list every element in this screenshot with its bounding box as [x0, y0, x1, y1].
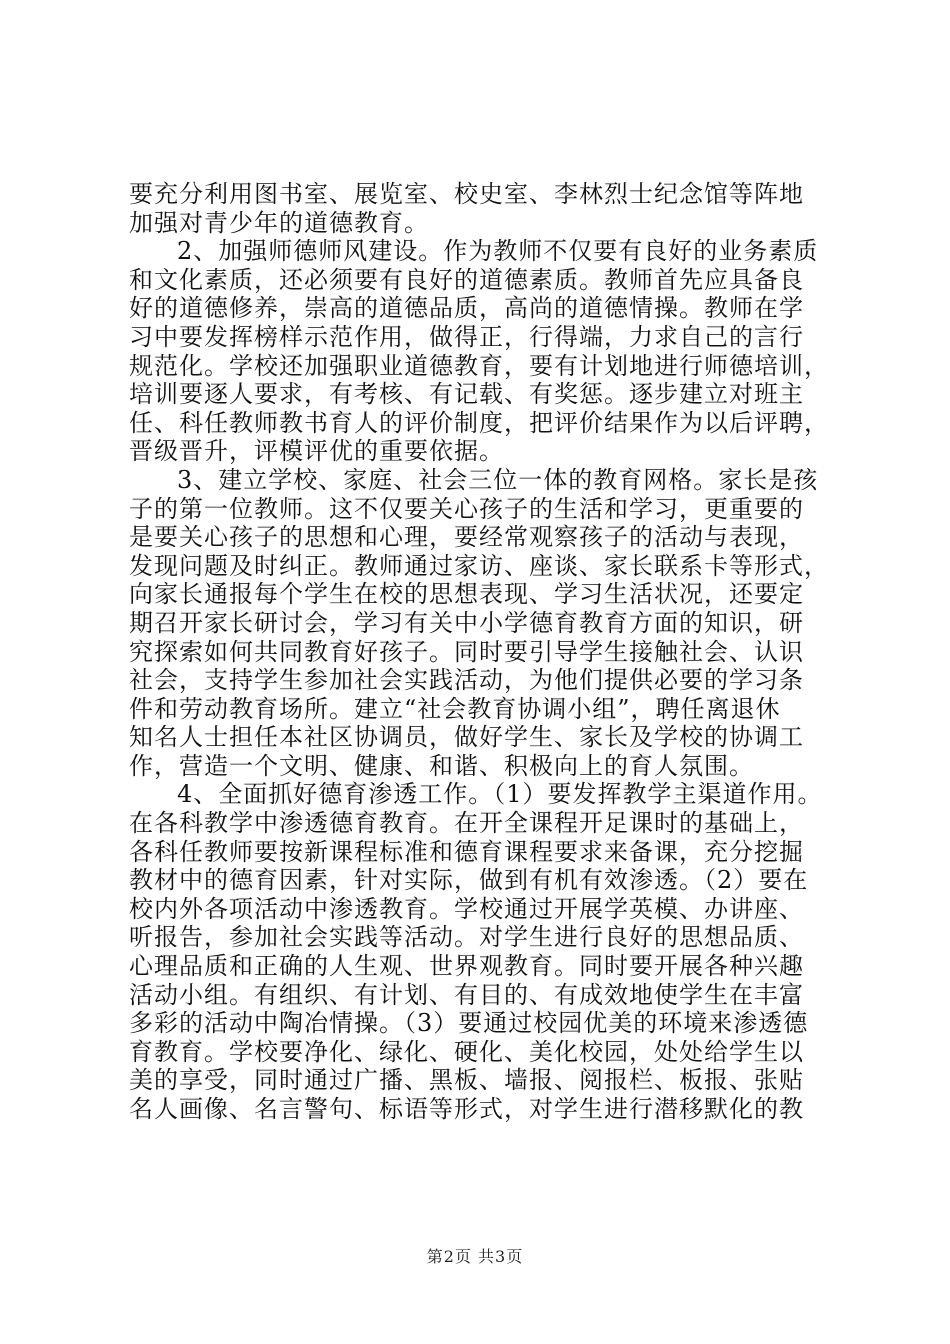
text-line: 名人画像、名言警句、标语等形式，对学生进行潜移默化的教 — [129, 1095, 804, 1123]
text-line: 听报告，参加社会实践等活动。对学生进行良好的思想品质、 — [129, 923, 804, 952]
text-line: 加强对青少年的道德教育。 — [129, 208, 429, 237]
text-line: 向家长通报每个学生在校的思想表现、学习生活状况，还要定 — [129, 580, 804, 609]
text-line: 任、科任教师教书育人的评价制度，把评价结果作为以后评聘， — [129, 408, 829, 437]
text-line: 培训要逐人要求，有考核、有记载、有奖惩。逐步建立对班主 — [129, 380, 804, 409]
paragraph-start-line: 4、全面抓好德育渗透工作。（1）要发挥教学主渠道作用。 — [177, 780, 823, 809]
text-line: 是要关心孩子的思想和心理，要经常观察孩子的活动与表现， — [129, 523, 804, 552]
text-line: 校内外各项活动中渗透教育。学校通过开展学英模、办讲座、 — [129, 894, 804, 923]
text-line: 在各科教学中渗透德育教育。在开全课程开足课时的基础上， — [129, 809, 804, 838]
text-line: 知名人士担任本社区协调员，做好学生、家长及学校的协调工 — [129, 723, 804, 752]
text-line: 各科任教师要按新课程标准和德育课程要求来备课，充分挖掘 — [129, 837, 804, 866]
text-line: 发现问题及时纠正。教师通过家访、座谈、家长联系卡等形式， — [129, 551, 829, 580]
text-line: 究探索如何共同教育好孩子。同时要引导学生接触社会、认识 — [129, 637, 804, 666]
text-line: 育教育。学校要净化、绿化、硬化、美化校园，处处给学生以 — [129, 1037, 804, 1066]
text-line: 要充分利用图书室、展览室、校史室、李林烈士纪念馆等阵地 — [129, 180, 804, 208]
text-line: 和文化素质，还必须要有良好的道德素质。教师首先应具备良 — [129, 265, 804, 294]
text-line: 作，营造一个文明、健康、和谐、积极向上的育人氛围。 — [129, 751, 754, 780]
page-number-footer: 第2页 共3页 — [426, 1247, 524, 1266]
document-body — [129, 180, 849, 1124]
text-line: 晋级晋升，评模评优的重要依据。 — [129, 437, 504, 466]
text-line: 心理品质和正确的人生观、世界观教育。同时要开展各种兴趣 — [129, 952, 804, 981]
text-line: 美的享受，同时通过广播、黑板、墙报、阅报栏、板报、张贴 — [129, 1066, 804, 1095]
text-line: 件和劳动教育场所。建立“社会教育协调小组”，聘任离退休 — [129, 694, 781, 723]
paragraph-start-line: 3、建立学校、家庭、社会三位一体的教育网格。家长是孩 — [177, 465, 819, 494]
text-line: 习中要发挥榜样示范作用，做得正，行得端，力求自己的言行 — [129, 322, 804, 351]
text-line: 活动小组。有组织、有计划、有目的、有成效地使学生在丰富 — [129, 980, 804, 1009]
text-line: 多彩的活动中陶冶情操。（3）要通过校园优美的环境来渗透德 — [129, 1009, 809, 1038]
text-line: 期召开家长研讨会，学习有关中小学德育教育方面的知识，研 — [129, 608, 804, 637]
paragraph-start-line: 2、加强师德师风建设。作为教师不仅要有良好的业务素质 — [177, 237, 819, 266]
text-line: 教材中的德育因素，针对实际，做到有机有效渗透。（2）要在 — [129, 866, 809, 895]
text-line: 社会，支持学生参加社会实践活动，为他们提供必要的学习条 — [129, 666, 804, 695]
text-line: 好的道德修养，崇高的道德品质，高尚的道德情操。教师在学 — [129, 294, 804, 323]
text-line: 规范化。学校还加强职业道德教育，要有计划地进行师德培训， — [129, 351, 829, 380]
text-line: 子的第一位教师。这不仅要关心孩子的生活和学习，更重要的 — [129, 494, 804, 523]
